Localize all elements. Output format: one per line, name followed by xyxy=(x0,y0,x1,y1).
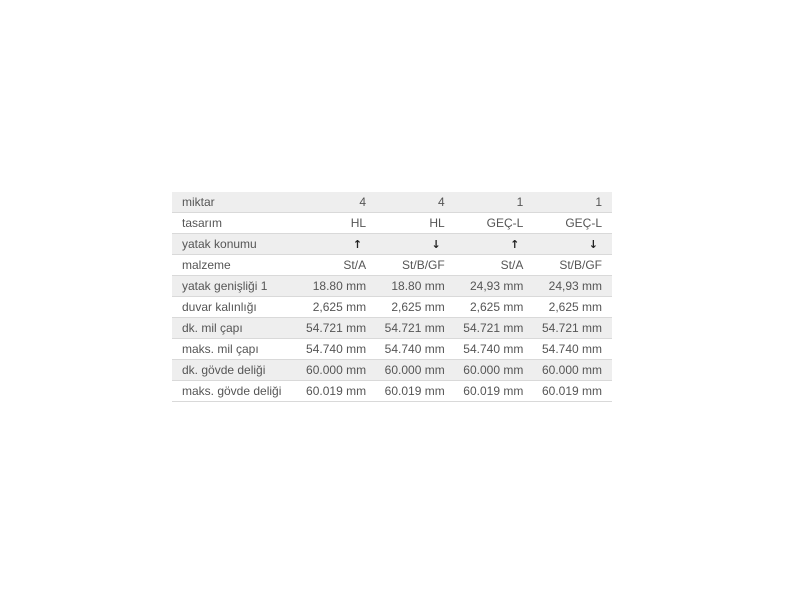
cell-value: 24,93 mm xyxy=(533,276,612,297)
row-label: dk. gövde deliği xyxy=(172,360,297,381)
cell-value: 60.019 mm xyxy=(533,381,612,402)
cell-value: 2,625 mm xyxy=(533,297,612,318)
cell-value: 54.740 mm xyxy=(297,339,376,360)
table-row-dk-govde-deligi xyxy=(172,360,612,381)
cell-value: 60.019 mm xyxy=(297,381,376,402)
bearing-spec-table xyxy=(172,192,612,402)
cell-value: 60.019 mm xyxy=(455,381,534,402)
table-row-maks-govde-deligi xyxy=(172,381,612,402)
cell-value: 60.000 mm xyxy=(376,360,455,381)
cell-value: HL xyxy=(297,213,376,234)
cell-value: 54.721 mm xyxy=(455,318,534,339)
cell-value: 2,625 mm xyxy=(297,297,376,318)
arrow-down-icon: ↓ xyxy=(431,238,441,251)
cell-value: 4 xyxy=(297,192,376,213)
cell-value xyxy=(533,234,612,255)
row-label: yatak konumu xyxy=(172,234,297,255)
cell-value: St/B/GF xyxy=(533,255,612,276)
table-row-duvar-kalinligi xyxy=(172,297,612,318)
cell-value: St/A xyxy=(455,255,534,276)
row-label: miktar xyxy=(172,192,297,213)
table-row-tasarim xyxy=(172,213,612,234)
table-row-yatak-konumu xyxy=(172,234,612,255)
cell-value: 18.80 mm xyxy=(376,276,455,297)
row-label: duvar kalınlığı xyxy=(172,297,297,318)
row-label: maks. mil çapı xyxy=(172,339,297,360)
cell-value: 24,93 mm xyxy=(455,276,534,297)
table-row-yatak-genisligi xyxy=(172,276,612,297)
cell-value: St/A xyxy=(297,255,376,276)
row-label: dk. mil çapı xyxy=(172,318,297,339)
cell-value: 2,625 mm xyxy=(376,297,455,318)
table-row-maks-mil-capi xyxy=(172,339,612,360)
row-label: tasarım xyxy=(172,213,297,234)
arrow-up-icon: ↑ xyxy=(510,238,520,251)
table-row-malzeme xyxy=(172,255,612,276)
row-label: malzeme xyxy=(172,255,297,276)
cell-value: 18.80 mm xyxy=(297,276,376,297)
table-row-dk-mil-capi xyxy=(172,318,612,339)
row-label: maks. gövde deliği xyxy=(172,381,297,402)
cell-value: St/B/GF xyxy=(376,255,455,276)
cell-value: 1 xyxy=(533,192,612,213)
table-row-miktar xyxy=(172,192,612,213)
cell-value: 2,625 mm xyxy=(455,297,534,318)
cell-value: 54.740 mm xyxy=(455,339,534,360)
cell-value: 1 xyxy=(455,192,534,213)
cell-value: 54.740 mm xyxy=(376,339,455,360)
cell-value: 54.721 mm xyxy=(297,318,376,339)
cell-value: GEÇ-L xyxy=(533,213,612,234)
cell-value xyxy=(455,234,534,255)
row-label: yatak genişliği 1 xyxy=(172,276,297,297)
cell-value: 4 xyxy=(376,192,455,213)
cell-value xyxy=(297,234,376,255)
arrow-down-icon: ↓ xyxy=(588,238,598,251)
cell-value: 54.721 mm xyxy=(533,318,612,339)
cell-value: 54.740 mm xyxy=(533,339,612,360)
cell-value: 60.000 mm xyxy=(533,360,612,381)
cell-value: 60.019 mm xyxy=(376,381,455,402)
cell-value: 60.000 mm xyxy=(297,360,376,381)
cell-value xyxy=(376,234,455,255)
cell-value: 60.000 mm xyxy=(455,360,534,381)
cell-value: 54.721 mm xyxy=(376,318,455,339)
cell-value: GEÇ-L xyxy=(455,213,534,234)
cell-value: HL xyxy=(376,213,455,234)
arrow-up-icon: ↑ xyxy=(352,238,363,251)
